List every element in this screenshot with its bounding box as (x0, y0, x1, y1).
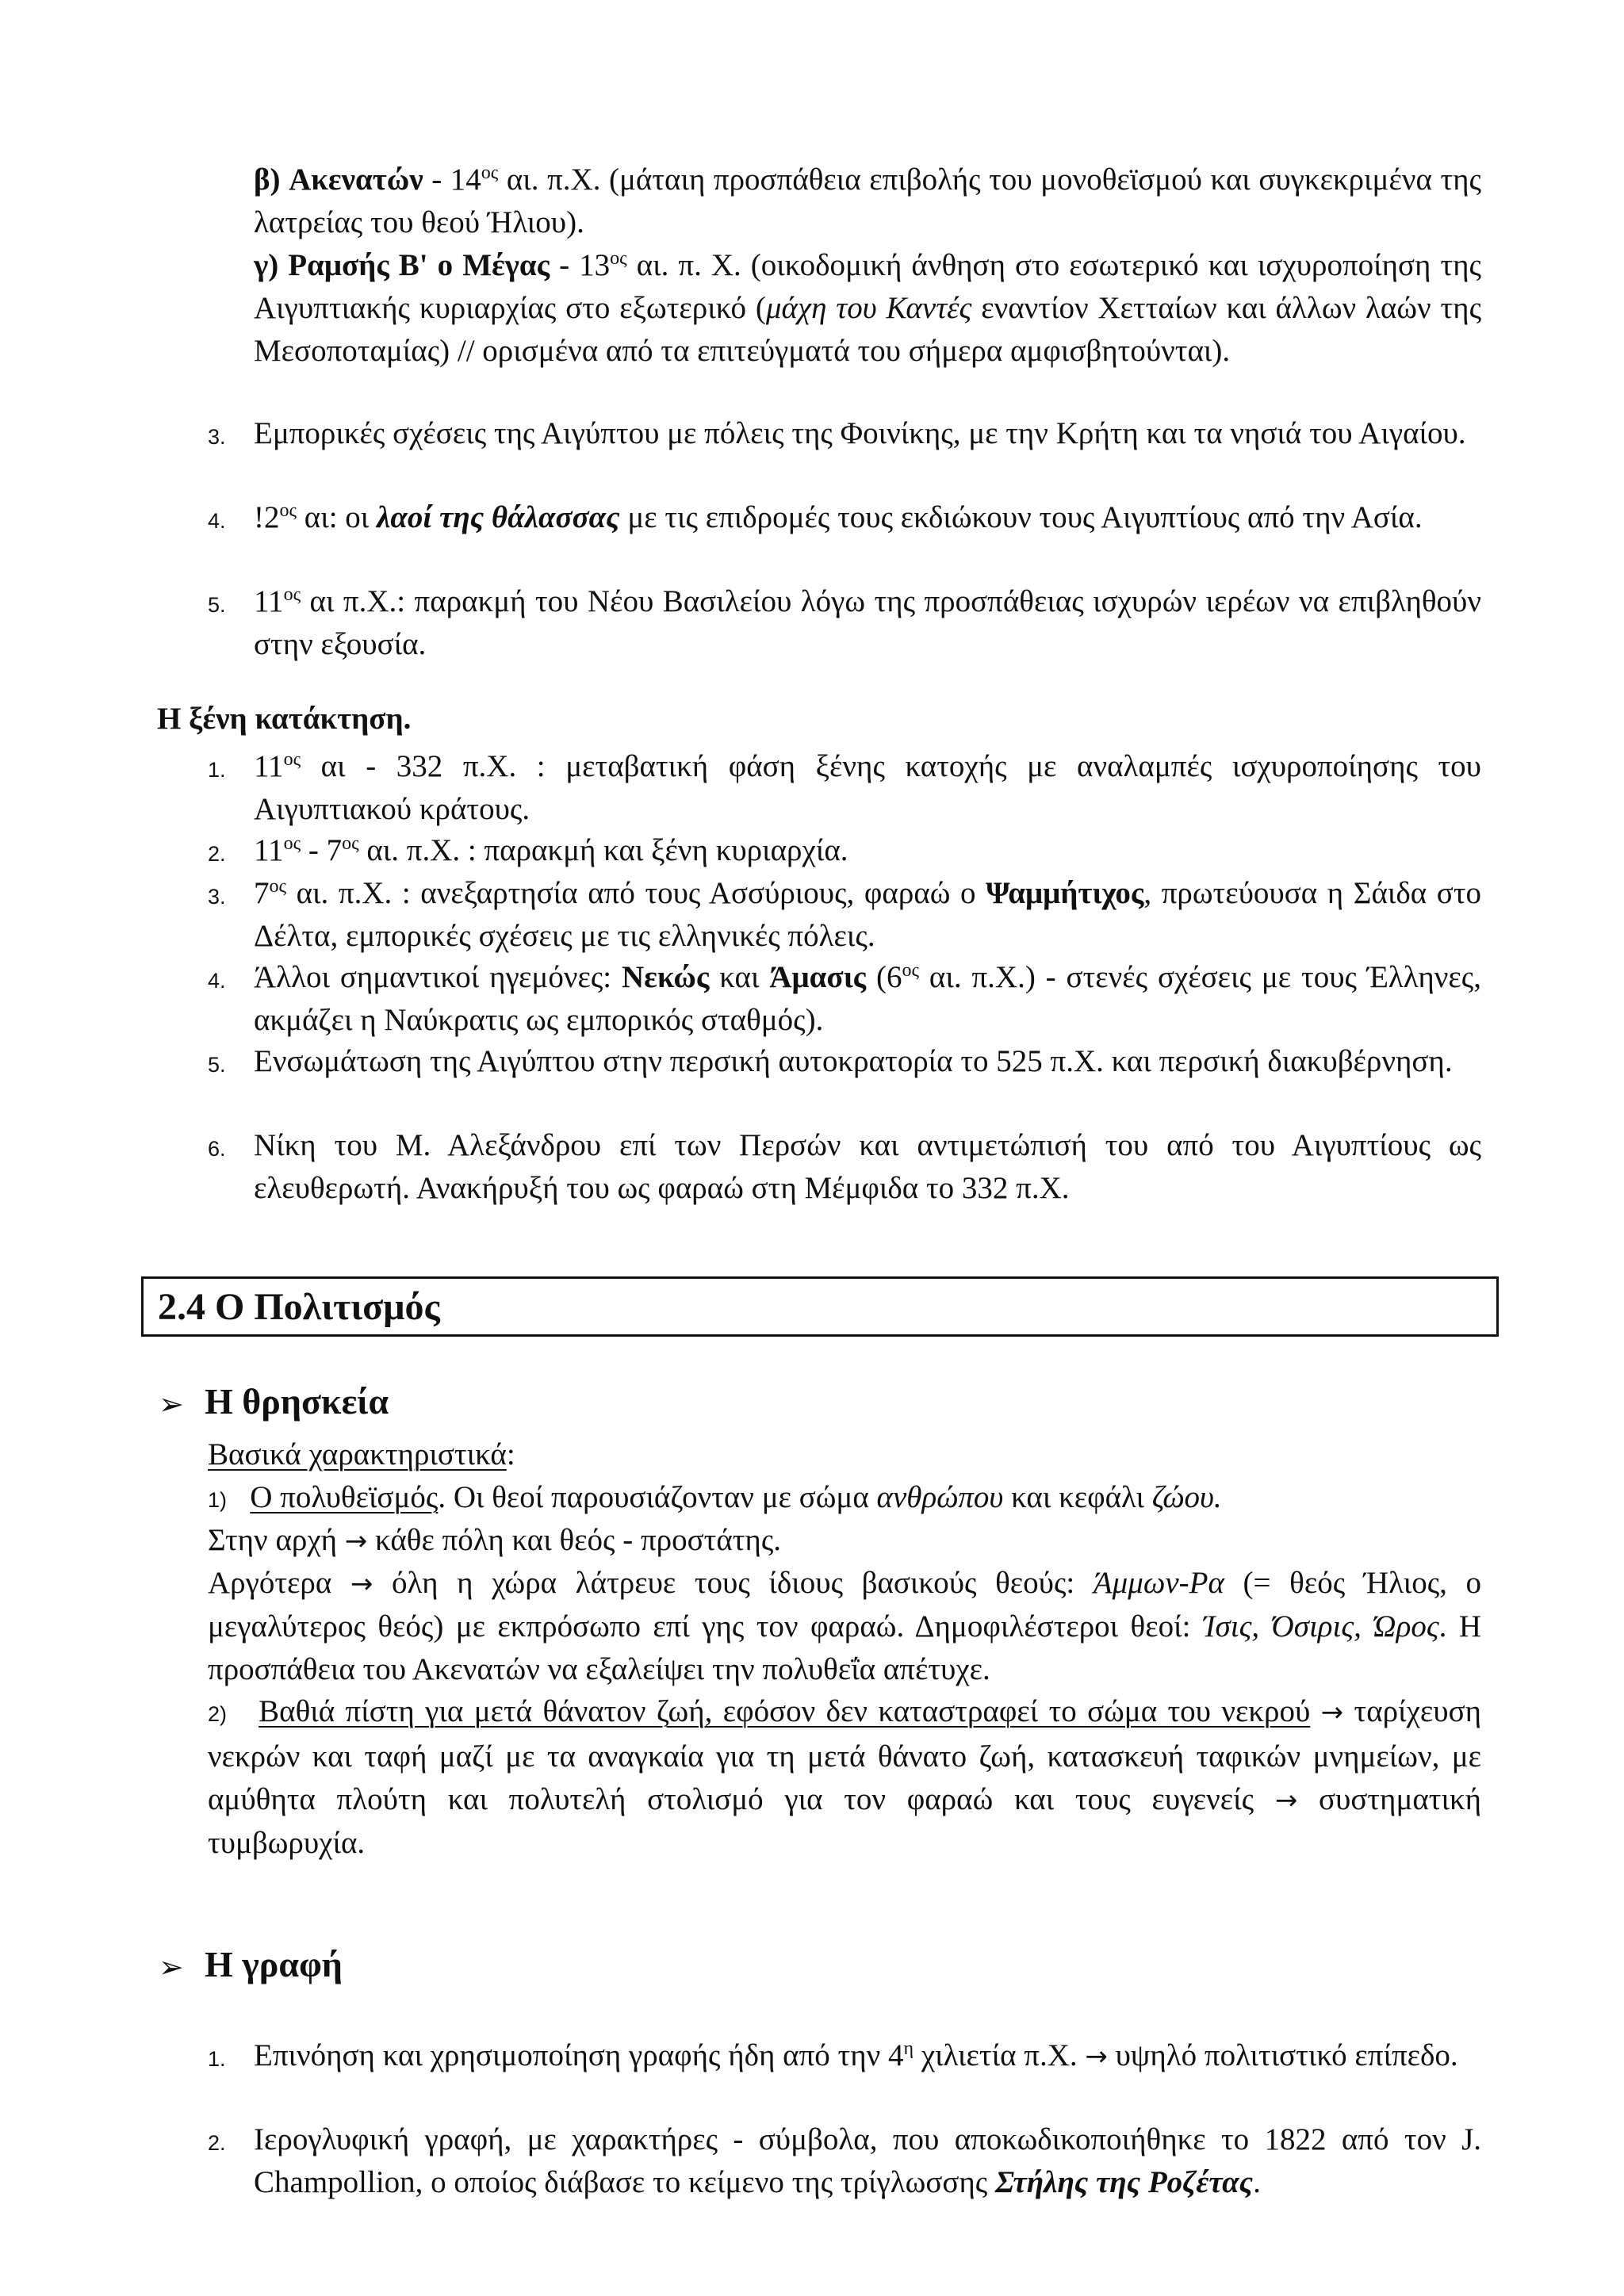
list-number: 1. (208, 758, 226, 782)
underlined-text: Βασικά χαρακτηριστικά (208, 1437, 507, 1471)
heading-religion: Η θρησκεία (205, 1381, 389, 1422)
italic-text: ζώου. (1151, 1480, 1222, 1514)
text: - 7 (301, 833, 343, 867)
text: αι π.Χ.: παρακμή του Νέου Βασιλείου λόγω της προσπάθειας ισχυρών ιερέων να επιβληθούν στην εξουσία. (254, 584, 1481, 661)
text: αι. π.Χ. (μάταιη προσπάθεια επιβολής του μονοθεϊσμού και συγκεκριμένα της λατρείας του θεού Ήλιου). (254, 163, 1481, 239)
list-number: 1) (208, 1488, 228, 1512)
italic-text: Άμμων-Ρα (1093, 1566, 1224, 1600)
text: αι: οι (297, 500, 377, 534)
bold-italic-text: Στήλης της Ροζέτας (994, 2165, 1254, 2199)
text: αι. π.Χ. : ανεξαρτησία από τους Ασσύριους, φαραώ ο (286, 876, 986, 910)
text: 11 (254, 749, 284, 783)
arrow-right-icon: → (350, 1568, 373, 1600)
list-item (254, 2034, 1481, 2078)
bold-italic-text: λαοί της θάλασσας (377, 500, 620, 534)
text: αι. π.Χ.) - στενές σχέσεις με τους Έλληνες, ακμάζει η Ναύκρατις ως εμπορικός σταθμός). (254, 960, 1481, 1037)
paragraph-akhenaten (254, 159, 1481, 244)
text: (6 (866, 960, 902, 994)
list-item (254, 580, 1481, 666)
arrow-bullet-icon: ➢ (159, 1950, 184, 1984)
text: - 13 (550, 248, 611, 282)
text: . Οι θεοί παρουσιάζονταν με σώμα (438, 1480, 877, 1514)
text: 11 (254, 833, 284, 867)
section-box (141, 1276, 1499, 1337)
subheading-characteristics (208, 1433, 1001, 1476)
text: . Η προσπάθεια του Ακενατών να εξαλείψει την πολυθεΐα απέτυχε. (208, 1609, 1481, 1686)
list-item (254, 412, 1481, 455)
superscript: ος (269, 876, 287, 897)
text: και (709, 960, 770, 994)
list-number: 2. (208, 2131, 226, 2155)
superscript: ος (342, 833, 359, 854)
superscript: ος (902, 960, 920, 981)
text: Επινόηση και χρησιμοποίηση γραφής ήδη από την 4 (254, 2038, 904, 2072)
paragraph-later (208, 1562, 1481, 1691)
text: Αργότερα (208, 1566, 350, 1600)
superscript: ος (283, 584, 301, 605)
list-number: 3. (208, 885, 226, 909)
list-number: 3. (208, 425, 226, 449)
list-item (254, 496, 1481, 539)
arrow-right-icon: → (344, 1525, 368, 1557)
text: και κεφάλι (1003, 1480, 1152, 1514)
list-number: 4. (208, 969, 226, 993)
list-number: 2) (208, 1702, 228, 1726)
text: εναντίον Χετταίων και άλλων λαών της Μεσοποταμίας) // ορισμένα από τα επιτεύγματά του σήμερα αμφισβητούνται). (254, 291, 1482, 368)
arrow-right-icon: → (1085, 2041, 1108, 2072)
superscript: ος (283, 749, 301, 770)
paragraph-ramses (254, 244, 1481, 373)
text: Νίκη του Μ. Αλεξάνδρου επί των Περσών και αντιμετώπισή του από του Αιγυπτίους ως ελευθερωτή. Ανακήρυξή του ως φαραώ στη Μέμφιδα το 332 π.Χ. (254, 1128, 1481, 1205)
superscript: η (903, 2038, 914, 2059)
label-g: γ) (254, 248, 279, 282)
name-akhenaten: Ακενατών (289, 163, 423, 197)
text: (= θεός Ήλιος, ο μεγαλύτερος θεός) με εκπρόσωπο επί γης τον φαραώ. Δημοφιλέστεροι θεοί: (208, 1566, 1482, 1644)
italic-text: ανθρώπου (876, 1480, 1004, 1514)
text: αι. π.Χ. : παρακμή και ξένη κυριαρχία. (358, 833, 848, 867)
arrow-right-icon: → (1320, 1697, 1344, 1728)
text: 7 (254, 876, 270, 910)
text: ταρίχευση νεκρών και ταφή μαζί με τα αναγκαία για τη μετά θάνατο ζωή, κατασκευή ταφικών μνημείων, με αμύθητα πλούτη και πολυτελή στολισμό για τον φαραώ και τους ευγενείς (208, 1694, 1482, 1816)
italic-text: μάχη του Καντές (765, 291, 972, 325)
text: Ιερογλυφική γραφή, με χαρακτήρες - σύμβολα, που αποκωδικοποιήθηκε το 1822 από τον J. Champollion, ο οποίος διάβασε το κείμενο της τρίγλωσσης (254, 2122, 1481, 2199)
list-item (254, 829, 1481, 872)
heading-foreign-conquest: Η ξένη κατάκτηση. (157, 702, 412, 736)
text: Στην αρχή (208, 1523, 345, 1557)
text: - 14 (423, 163, 481, 197)
text: χιλιετία π.Χ. (914, 2038, 1086, 2072)
heading-writing: Η γραφή (205, 1944, 343, 1984)
list-item (254, 2118, 1481, 2204)
text: Ενσωμάτωση της Αιγύπτου στην περσική αυτοκρατορία το 525 π.Χ. και περσική διακυβέρνηση. (254, 1044, 1453, 1078)
text: αι - 332 π.Χ. : μεταβατική φάση ξένης κατοχής με αναλαμπές ισχυροποίησης του Αιγυπτιακού κράτους. (254, 749, 1481, 826)
superscript: ος (481, 163, 499, 183)
superscript: ος (610, 248, 627, 269)
text: : (506, 1437, 515, 1471)
paragraph-beginning (208, 1519, 1481, 1563)
text: Εμπορικές σχέσεις της Αιγύπτου με πόλεις της Φοινίκης, με την Κρήτη και τα νησιά του Αιγαίου. (254, 416, 1466, 450)
text: κάθε πόλη και θεός - προστάτης. (367, 1523, 782, 1557)
text: υψηλό πολιτιστικό επίπεδο. (1107, 2038, 1458, 2072)
superscript: ος (279, 500, 297, 521)
text: 11 (254, 584, 284, 618)
arrow-right-icon: → (1274, 1785, 1298, 1816)
section-title: 2.4 Ο Πολιτισμός (158, 1286, 440, 1328)
text: όλη η χώρα λάτρευε τους ίδιους βασικούς θεούς: (373, 1566, 1094, 1600)
list-item (254, 745, 1481, 831)
superscript: ος (283, 833, 301, 854)
list-item (254, 1040, 1481, 1083)
italic-text: Ίσις, Όσιρις, Ώρος (1202, 1609, 1439, 1644)
text: . (1253, 2165, 1261, 2199)
list-number: 2. (208, 842, 226, 866)
text: αι. π. Χ. (οικοδομική άνθηση στο εσωτερικό και ισχυροποίηση της Αιγυπτιακής κυριαρχίας στο εξωτερικό ( (254, 248, 1481, 325)
bold-text: Άμασις (769, 960, 867, 994)
arrow-bullet-icon: ➢ (159, 1387, 184, 1422)
list-item (254, 1124, 1481, 1210)
list-item (254, 872, 1481, 958)
list-number: 6. (208, 1137, 226, 1161)
list-number: 1. (208, 2047, 226, 2071)
text: με τις επιδρομές τους εκδιώκουν τους Αιγυπτίους από την Ασία. (619, 500, 1423, 534)
list-item (254, 956, 1481, 1042)
text: συστηματική τυμβωρυχία. (208, 1782, 1481, 1860)
text: !2 (254, 500, 280, 534)
list-number: 5. (208, 1053, 226, 1077)
underlined-text: Ο πολυθεϊσμός (250, 1480, 439, 1514)
text: , πρωτεύουσα η Σάιδα στο Δέλτα, εμπορικές σχέσεις με τις ελληνικές πόλεις. (254, 876, 1481, 953)
paragraph-polytheism (208, 1476, 1481, 1521)
paragraph-afterlife (208, 1690, 1481, 1865)
text: Άλλοι σημαντικοί ηγεμόνες: (254, 960, 622, 994)
label-b: β) (254, 163, 281, 197)
bold-text: Ψαμμήτιχος (986, 876, 1144, 910)
list-number: 4. (208, 509, 226, 533)
name-ramses: Ραμσής Β' ο Μέγας (288, 248, 550, 282)
underlined-text: Βαθιά πίστη για μετά θάνατον ζωή, εφόσον δεν καταστραφεί το σώμα του νεκρού (259, 1694, 1311, 1728)
list-number: 5. (208, 593, 226, 617)
bold-text: Νεκώς (622, 960, 710, 994)
